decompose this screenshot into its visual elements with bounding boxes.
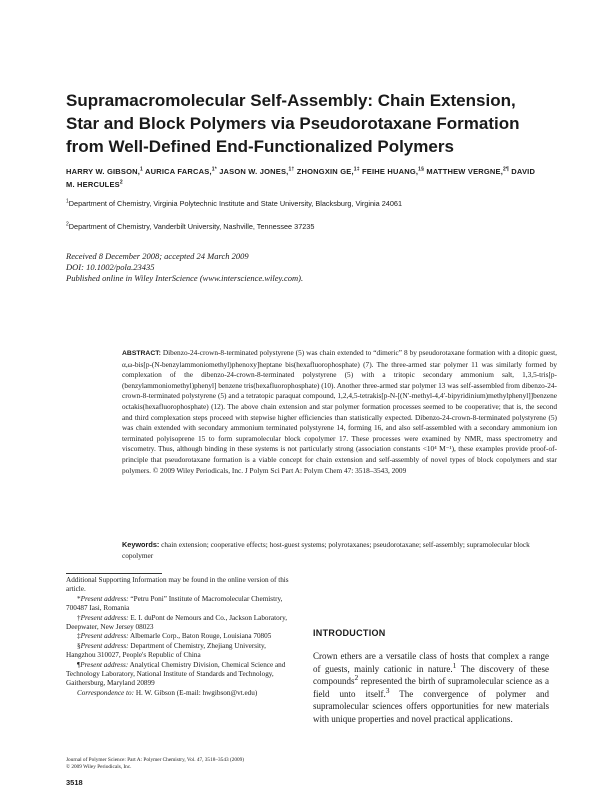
author-affiliation-mark: 2¶	[503, 166, 509, 173]
author-affiliation-mark: 1*	[211, 166, 217, 173]
author-name: FEIHE HUANG,	[362, 167, 419, 176]
author-name: ZHONGXIN GE,	[296, 167, 354, 176]
abstract-text: Dibenzo-24-crown-8-terminated polystyrene (5) was chain extended to “dimeric” 8 by pseudorotaxane formation with a ditopic guest, α,ω-bis[p-(N-benzylammoniomethyl)phenoxy]heptane bis(hexafluorophosphate) (7). The three-armed star polymer 11 was similarly formed by complexation of the dibenzo-24-crown-8-terminated polystyrene (5) with a tritopic secondary ammonium salt, 1,3,5-tris[p-(benzylammoniomethyl)phenyl] benzene tris(hexafluorophosphate) (10). Another three-armed star polymer 13 was self-assembled from dibenzo-24-crown-8-terminated polystyrene (5) and a tetratopic paraquat compound, 1,2,4,5-tetrakis[p-N-[(N′-methyl-4,4′-bipyridinium)methylphenyl]]benzene octakis(hexafluorophosphate) (12). The above chain extension and star polymer formation processes seemed to be cooperative; that is, the second and third complexation steps proceed with stepwise higher efficiencies than statistically expected. Dibenzo-24-crown-8-terminated polystyrene (5) was chain extended with secondary ammonium terminated polystyrene 14, forming 16, and also self-assembled with a secondary ammonium ion terminated polyisoprene 15 to form supramolecular block copolymer 17. These processes were examined by NMR, mass spectrometry and viscometry. Thus, although binding in these systems is not particularly strong (association constants <10⁴ M⁻¹), these examples provide proof-of-principle that pseudorotaxane formation is a viable concept for chain extension and self-assembly of novel types of block copolymers and star polymers. © 2009 Wiley Periodicals, Inc. J Polym Sci Part A: Polym Chem 47: 3518–3543, 2009	[122, 348, 557, 475]
footnote-item: ¶Present address: Analytical Chemistry Division, Chemical Science and Technology Laboratory, National Institute of Standards and Technology, Gaithersburg, Maryland 20899	[66, 660, 286, 688]
author	[66, 167, 143, 176]
correspondence-note: Correspondence to: H. W. Gibson (E-mail: hwgibson@vt.edu)	[77, 688, 258, 697]
received-date: Received 8 December 2008; accepted 24 March 2009	[66, 251, 249, 261]
abstract-label: ABSTRACT:	[122, 350, 161, 357]
affiliation-2	[66, 222, 566, 232]
author-name: JASON W. JONES,	[219, 167, 289, 176]
reference-mark: 2	[354, 673, 359, 683]
author	[145, 167, 217, 176]
journal-citation	[66, 757, 306, 772]
footnote-item: †Present address: E. I. duPont de Nemours and Co., Jackson Laboratory, Deepwater, New Jersey 08023	[66, 613, 288, 632]
affiliation-text: Department of Chemistry, Virginia Polytechnic Institute and State University, Blacksburg, Virginia 24061	[68, 199, 403, 208]
footnote-item: §Present address: Department of Chemistry, Zhejiang University, Hangzhou 310027, People's Republic of China	[66, 641, 266, 660]
author-affiliation-mark: 1	[140, 166, 144, 173]
reference-mark: 3	[385, 685, 390, 695]
page-number: 3518	[66, 778, 83, 787]
keywords-label: Keywords:	[122, 540, 160, 549]
author	[362, 167, 424, 176]
author	[297, 167, 360, 176]
author-name: AURICA FARCAS,	[145, 167, 212, 176]
author-name: HARRY W. GIBSON,	[66, 167, 141, 176]
published-online: Published online in Wiley InterScience (www.interscience.wiley.com).	[66, 273, 304, 283]
author	[219, 167, 294, 176]
affiliation-1	[66, 199, 566, 209]
author-list	[66, 165, 546, 191]
section-heading-introduction: INTRODUCTION	[313, 628, 386, 638]
footnotes	[66, 576, 294, 698]
affiliation-mark: 1	[66, 198, 69, 205]
supporting-info-note: Additional Supporting Information may be found in the online version of this article.	[66, 576, 289, 594]
author-affiliation-mark: 1§	[418, 166, 425, 173]
author-name: MATTHEW VERGNE,	[426, 167, 504, 176]
keywords	[122, 540, 557, 561]
author-name: DAVID M. HERCULES	[66, 167, 536, 189]
footnote-divider	[66, 573, 162, 574]
author-affiliation-mark: 1†	[288, 166, 295, 173]
affiliation-text: Department of Chemistry, Vanderbilt University, Nashville, Tennessee 37235	[68, 222, 315, 231]
introduction-text: Crown ethers are a versatile class of hosts that complex a range of guests, mainly cationic in nature.$^1$ The discovery of these compounds$^2$ represented the birth of supramolecular science as a field unto itself.$^3$ The convergence of polymer and supramolecular sciences offers opportunities for new materials with unique properties and novel practical applications.	[313, 651, 549, 724]
doi: DOI: 10.1002/pola.23435	[66, 262, 155, 272]
footnote-item: ‡Present address: Albemarle Corp., Baton Rouge, Louisiana 70805	[77, 632, 272, 641]
author	[426, 167, 509, 176]
reference-mark: 1	[452, 660, 457, 670]
author-affiliation-mark: 2	[119, 179, 123, 186]
journal-line: Journal of Polymer Science: Part A: Polymer Chemistry, Vol. 47, 3518–3543 (2009)	[66, 757, 245, 763]
footnote-item: *Present address: “Petru Poni” Institute of Macromolecular Chemistry, 700487 Iasi, Romania	[66, 594, 283, 613]
affiliation-mark: 2	[66, 221, 69, 228]
publication-dates	[66, 251, 466, 284]
keywords-text: chain extension; cooperative effects; host-guest systems; polyrotaxanes; pseudorotaxane; self-assembly; supramolecular block copolymer	[122, 540, 530, 560]
copyright-line: © 2009 Wiley Periodicals, Inc.	[66, 764, 132, 771]
abstract	[122, 348, 557, 476]
article-title: Supramacromolecular Self-Assembly: Chain Extension, Star and Block Polymers via Pseudorotaxane Formation from Well-Defined End-Functionalized Polymers	[66, 91, 520, 156]
author-affiliation-mark: 1‡	[353, 166, 360, 173]
